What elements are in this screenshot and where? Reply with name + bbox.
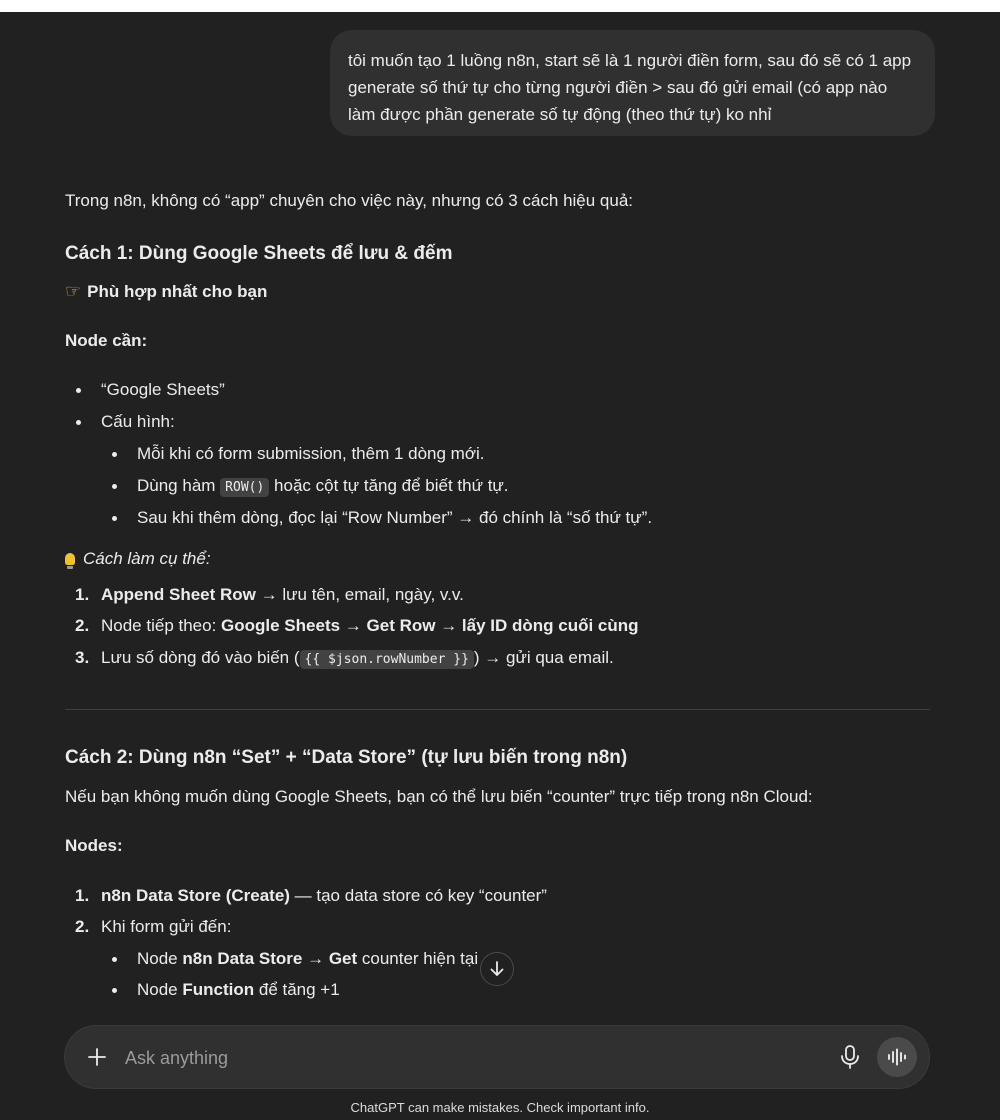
- answer-intro: Trong n8n, không có “app” chuyên cho việc này, nhưng có 3 cách hiệu quả:: [65, 191, 634, 210]
- list-item-text: Sau khi thêm dòng, đọc lại “Row Number” → đó chính là “số thứ tự”.: [137, 508, 653, 527]
- step-bold: Google Sheets: [221, 616, 341, 635]
- list-item: [65, 613, 930, 645]
- method1-how-text: Cách làm cụ thể:: [83, 549, 211, 568]
- method2-heading: Cách 2: Dùng n8n “Set” + “Data Store” (tự lưu biến trong n8n): [65, 747, 628, 768]
- step-bold: Get Row: [366, 616, 436, 635]
- voice-mode-button[interactable]: [877, 1037, 917, 1077]
- step-arrow: →: [340, 616, 367, 635]
- list-item: [65, 582, 930, 613]
- inline-code-row: ROW(): [220, 478, 269, 497]
- bullet-dot: [112, 957, 117, 962]
- bullet-dot: [112, 516, 117, 521]
- list-item-text: Mỗi khi có form submission, thêm 1 dòng mới.: [137, 444, 485, 463]
- pointing-hand-icon: ☞: [65, 281, 82, 301]
- method1-nodes-label: Node cần:: [65, 331, 148, 350]
- list-item: [65, 441, 930, 473]
- method1-steps: [65, 582, 930, 677]
- prompt-input[interactable]: [123, 1042, 807, 1074]
- step-text: ) → gửi qua email.: [473, 648, 614, 667]
- step-arrow: →: [435, 616, 462, 635]
- step-bold: n8n Data Store: [182, 949, 303, 968]
- list-item: [65, 377, 930, 409]
- list-item: [65, 883, 930, 914]
- method1-heading: Cách 1: Dùng Google Sheets để lưu & đếm: [65, 243, 453, 264]
- list-item: [65, 473, 930, 505]
- bullet-dot: [76, 420, 81, 425]
- bullet-dot: [112, 484, 117, 489]
- step-text: để tăng +1: [254, 980, 340, 999]
- step-number: 2.: [75, 616, 90, 635]
- step-bold: lấy ID dòng cuối cùng: [461, 616, 639, 635]
- plus-icon[interactable]: [85, 1045, 109, 1069]
- bullet-dot: [112, 452, 117, 457]
- voice-mode-icon: [887, 1048, 907, 1066]
- step-number: 2.: [75, 917, 90, 936]
- step-number: 1.: [75, 886, 90, 905]
- user-message-text: tôi muốn tạo 1 luồng n8n, start sẽ là 1 người điền form, sau đó sẽ có 1 app generate số thứ tự cho từng người điền > sau đó gửi email (có app nào làm được phần generate số tự động (theo thứ tự) ko nhỉ: [348, 51, 912, 124]
- list-item-text: Cấu hình:: [101, 412, 175, 431]
- step-bold: Function: [182, 980, 255, 999]
- step-text: → lưu tên, email, ngày, v.v.: [255, 585, 464, 604]
- arrow-down-icon: [488, 960, 506, 978]
- step-text: Lưu số dòng đó vào biến (: [101, 648, 300, 667]
- inline-code-rownumber: {{ $json.rowNumber }}: [300, 650, 474, 669]
- step-text: — tạo data store có key “counter”: [289, 886, 547, 905]
- assistant-message: [65, 188, 930, 1041]
- scroll-to-bottom-button[interactable]: [480, 952, 514, 986]
- disclaimer-text: ChatGPT can make mistakes. Check important info.: [350, 1100, 650, 1115]
- step-number: 1.: [75, 585, 90, 604]
- step-text: counter hiện tại: [357, 949, 479, 968]
- light-bulb-icon: [65, 553, 75, 565]
- method1-recommend-text: Phù hợp nhất cho bạn: [87, 282, 268, 301]
- step-text: Node tiếp theo:: [101, 616, 222, 635]
- step-text: Khi form gửi đến:: [101, 917, 232, 936]
- list-item: [65, 645, 930, 677]
- window-top-strip: [0, 0, 1000, 12]
- step-text: Node: [137, 980, 183, 999]
- step-bold: Get: [328, 949, 358, 968]
- list-item-text: “Google Sheets”: [101, 380, 225, 399]
- step-bold: Append Sheet Row: [101, 585, 256, 604]
- list-item: [65, 505, 930, 537]
- microphone-icon[interactable]: [838, 1044, 862, 1070]
- step-bold: n8n Data Store (Create): [101, 886, 290, 905]
- step-number: 3.: [75, 648, 90, 667]
- list-item: [65, 409, 930, 441]
- bullet-dot: [112, 988, 117, 993]
- list-item-text: Dùng hàm: [137, 476, 221, 495]
- list-item-text: hoặc cột tự tăng để biết thứ tự.: [269, 476, 509, 495]
- method1-bullet-list: [65, 377, 930, 537]
- method1-recommend: [65, 278, 930, 305]
- list-item: [65, 914, 930, 946]
- step-text: Node: [137, 949, 183, 968]
- step-arrow: →: [302, 949, 329, 968]
- method1-how-label: [65, 546, 930, 572]
- composer: [65, 1026, 929, 1088]
- bullet-dot: [76, 388, 81, 393]
- user-message-bubble: [330, 30, 935, 136]
- method2-nodes-label: Nodes:: [65, 836, 123, 855]
- method2-intro: Nếu bạn không muốn dùng Google Sheets, bạn có thể lưu biến “counter” trực tiếp trong n8n Cloud:: [65, 787, 813, 806]
